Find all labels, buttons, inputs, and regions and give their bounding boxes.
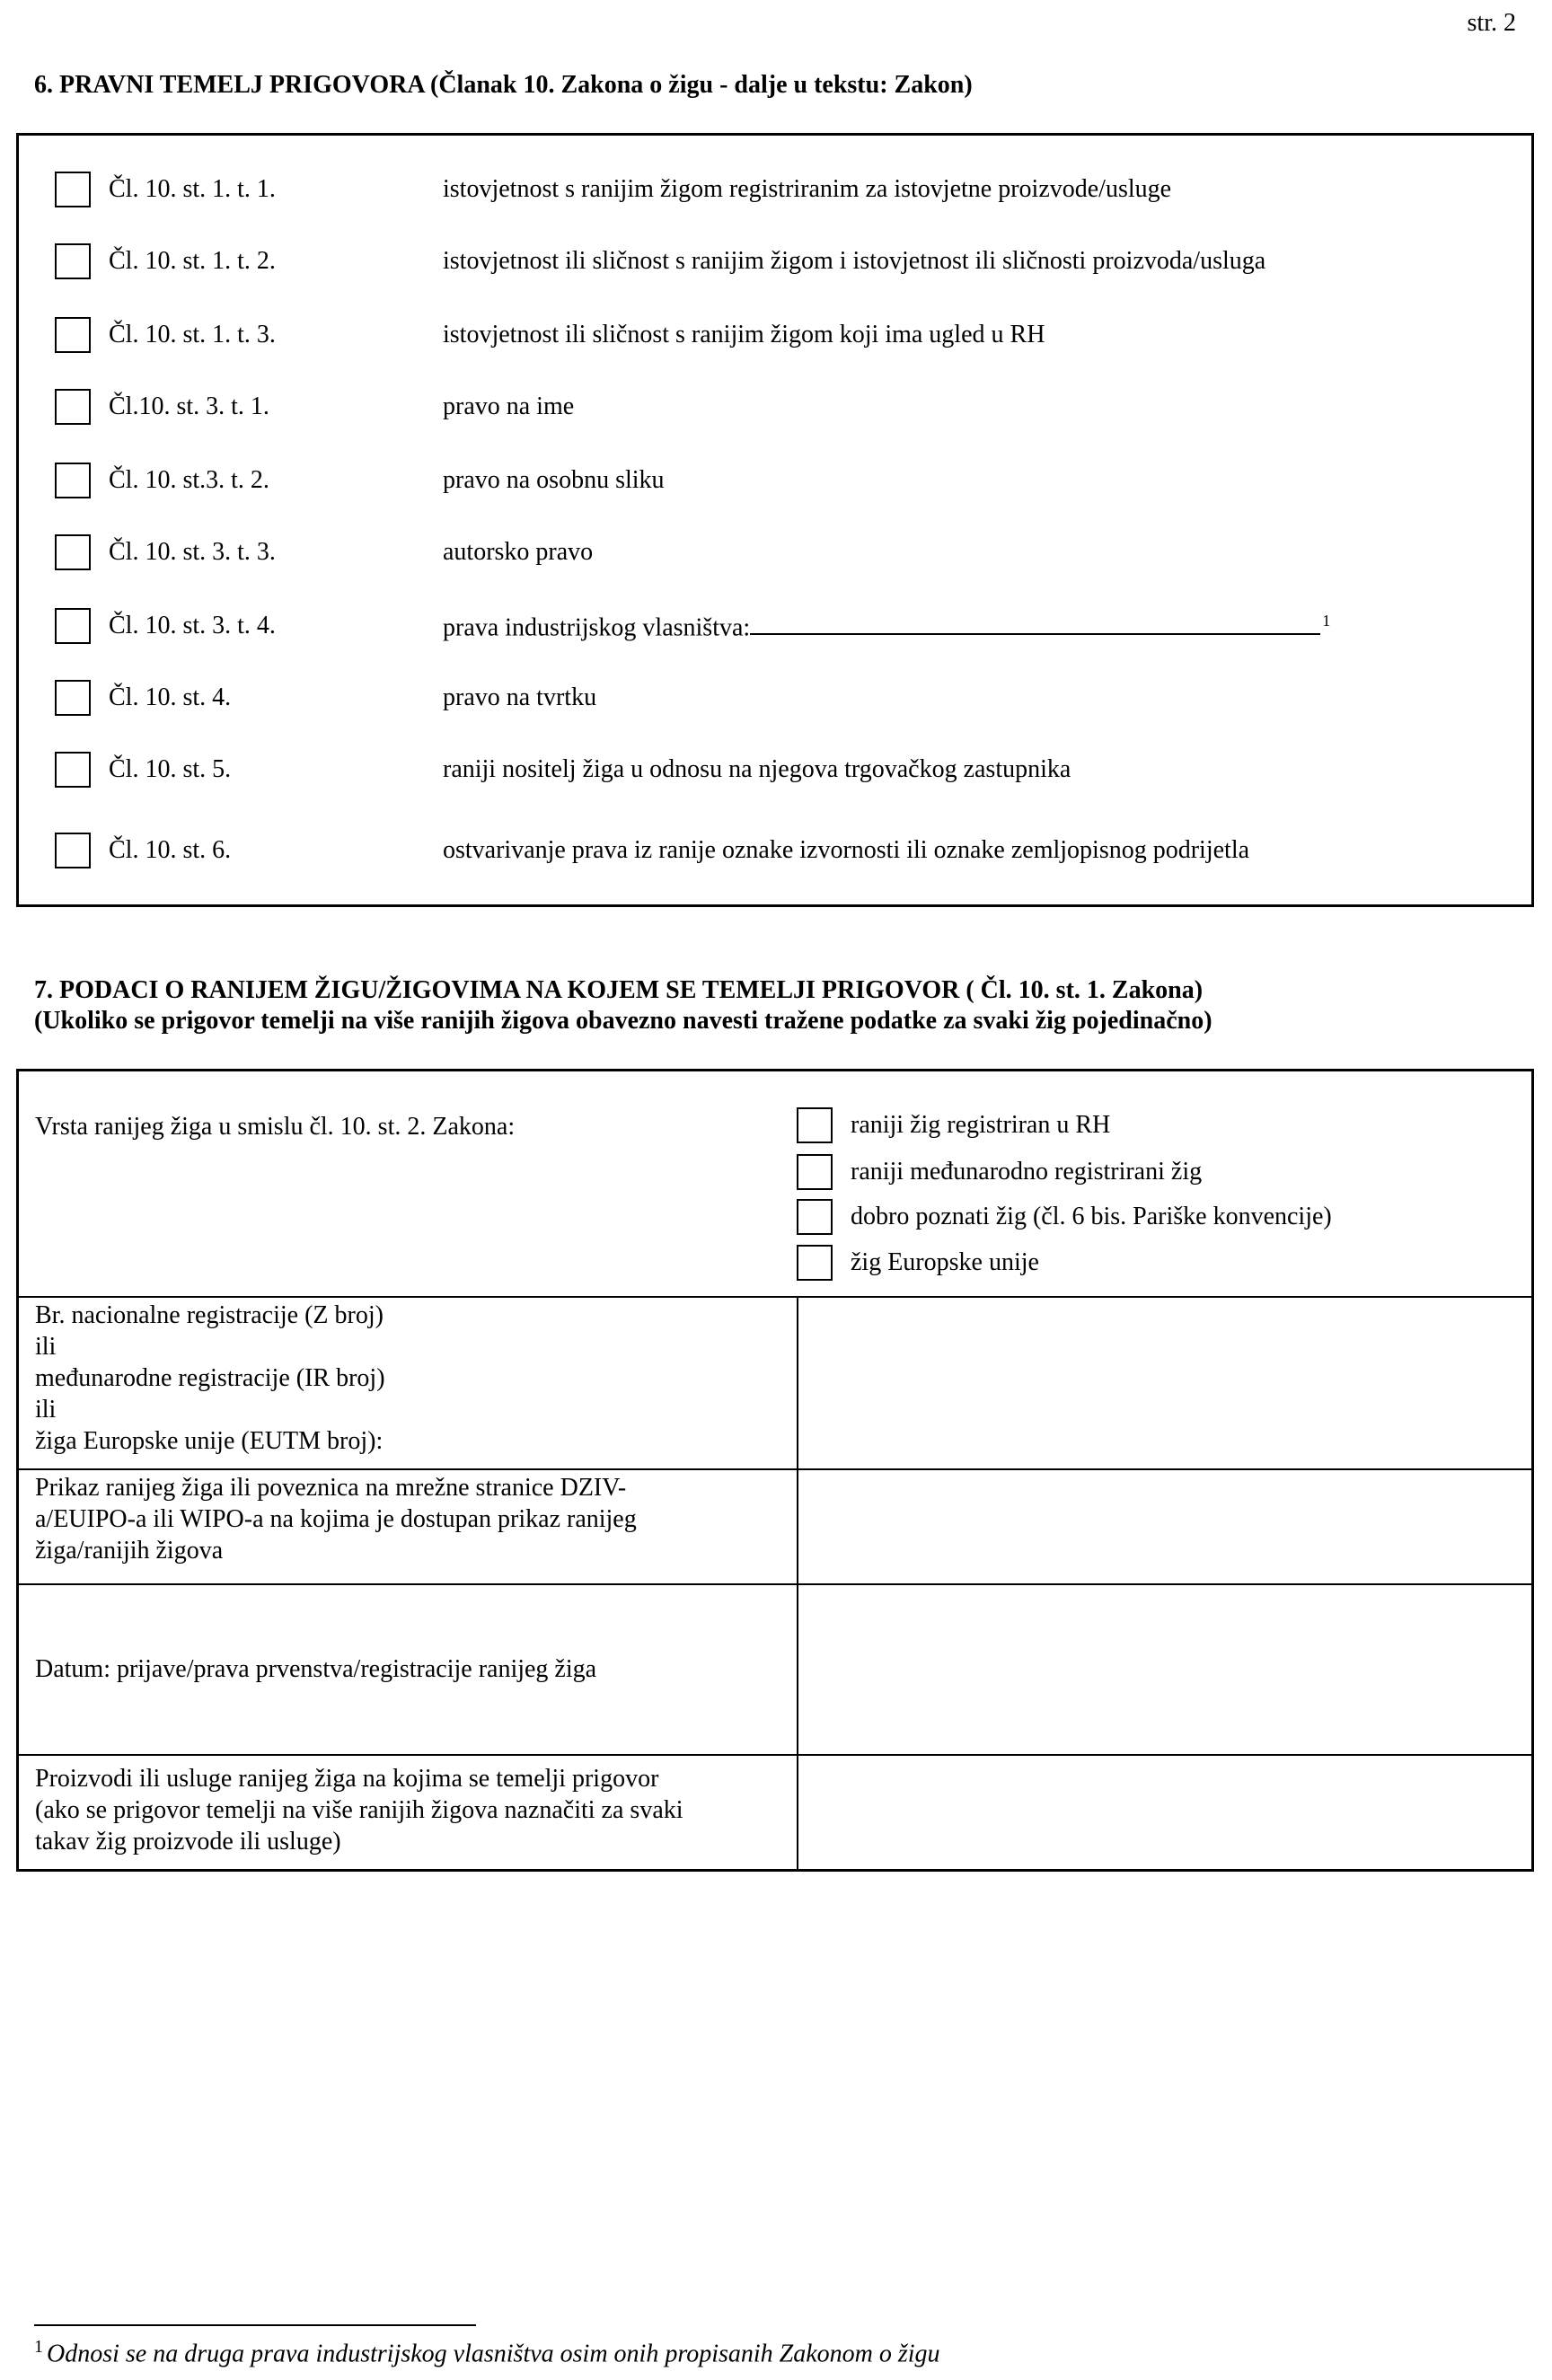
registration-number-label (35, 1300, 385, 1457)
footnote-text: Odnosi se na druga prava industrijskog vlasništva osim onih propisanih Zakonom o žigu (47, 2340, 940, 2368)
trademark-type-option-label: dobro poznati žig (čl. 6 bis. Pariške konvencije) (851, 1203, 1332, 1230)
ground-description: pravo na ime (443, 392, 575, 420)
article-reference: Čl. 10. st. 6. (109, 836, 232, 864)
trademark-display-field[interactable] (800, 1472, 1530, 1580)
legal-ground-row (19, 678, 1531, 718)
legal-ground-row (19, 242, 1531, 281)
trademark-type-checkbox[interactable] (797, 1245, 833, 1281)
article-reference: Čl. 10. st. 3. t. 4. (109, 612, 276, 639)
ground-description: pravo na osobnu sliku (443, 466, 665, 494)
article-reference: Čl. 10. st. 1. t. 3. (109, 321, 276, 348)
footnote-reference: 1 (1322, 612, 1331, 630)
ground-description: ostvarivanje prava iz ranije oznake izvornosti ili oznake zemljopisnog podrijetla (443, 836, 1250, 864)
section-7-title: 7. PODACI O RANIJEM ŽIGU/ŽIGOVIMA NA KOJEM SE TEMELJI PRIGOVOR ( Čl. 10. st. 1. Zakona) (34, 976, 1204, 1004)
label-line: ili (35, 1396, 57, 1424)
table-divider (19, 1468, 1531, 1470)
goods-services-label (35, 1763, 683, 1857)
filing-date-label: Datum: prijave/prava prvenstva/registracije ranijeg žiga (35, 1655, 597, 1683)
article-reference: Čl. 10. st. 3. t. 3. (109, 538, 276, 566)
legal-ground-checkbox[interactable] (55, 608, 91, 644)
legal-ground-row (19, 606, 1531, 646)
trademark-type-label: Vrsta ranijeg žiga u smislu čl. 10. st. 2. Zakona: (35, 1113, 516, 1141)
footnote-marker: 1 (34, 2337, 43, 2357)
legal-ground-checkbox[interactable] (55, 534, 91, 570)
legal-grounds-box (16, 133, 1534, 907)
label-line: Br. nacionalne registracije (Z broj) (35, 1301, 384, 1329)
legal-ground-row (19, 750, 1531, 789)
legal-ground-checkbox[interactable] (55, 389, 91, 425)
footnote (34, 2337, 940, 2368)
trademark-display-label (35, 1472, 637, 1566)
trademark-type-checkbox[interactable] (797, 1199, 833, 1235)
legal-ground-checkbox[interactable] (55, 172, 91, 207)
trademark-type-option (797, 1245, 1515, 1284)
article-reference: Čl. 10. st. 1. t. 2. (109, 247, 276, 275)
trademark-type-checkbox[interactable] (797, 1154, 833, 1190)
ground-description-text: prava industrijskog vlasništva: (443, 613, 751, 642)
ground-description: pravo na tvrtku (443, 683, 597, 711)
trademark-type-option (797, 1154, 1515, 1194)
ground-description: autorsko pravo (443, 538, 594, 566)
ground-description (443, 612, 1330, 642)
label-line: ili (35, 1333, 57, 1361)
legal-ground-row (19, 461, 1531, 500)
legal-ground-row (19, 831, 1531, 870)
registration-number-field[interactable] (800, 1300, 1530, 1465)
legal-ground-checkbox[interactable] (55, 833, 91, 868)
trademark-type-option (797, 1199, 1515, 1238)
trademark-type-option (797, 1107, 1515, 1147)
article-reference: Čl. 10. st. 5. (109, 755, 232, 783)
industrial-property-blank-field[interactable] (750, 632, 1320, 635)
legal-ground-checkbox[interactable] (55, 752, 91, 788)
label-line: a/EUIPO-a ili WIPO-a na kojima je dostupan prikaz ranijeg (35, 1505, 637, 1533)
section-6-title: 6. PRAVNI TEMELJ PRIGOVORA (Članak 10. Zakona o žigu - dalje u tekstu: Zakon) (34, 71, 973, 99)
table-divider (19, 1296, 1531, 1298)
label-line: međunarodne registracije (IR broj) (35, 1364, 385, 1392)
article-reference: Čl. 10. st. 1. t. 1. (109, 175, 276, 203)
legal-ground-checkbox[interactable] (55, 680, 91, 716)
table-divider (19, 1583, 1531, 1585)
goods-services-field[interactable] (800, 1758, 1530, 1869)
earlier-trademark-table (16, 1069, 1534, 1872)
footnote-separator (34, 2324, 476, 2326)
page-number: str. 2 (1467, 9, 1516, 37)
label-line: (ako se prigovor temelji na više ranijih žigova naznačiti za svaki (35, 1796, 683, 1824)
label-line: Proizvodi ili usluge ranijeg žiga na kojima se temelji prigovor (35, 1765, 659, 1793)
article-reference: Čl. 10. st. 4. (109, 683, 232, 711)
article-reference: Čl.10. st. 3. t. 1. (109, 392, 269, 420)
filing-date-field[interactable] (800, 1587, 1530, 1750)
label-line: žiga Europske unije (EUTM broj): (35, 1427, 384, 1455)
trademark-type-option-label: raniji žig registriran u RH (851, 1111, 1111, 1139)
ground-description: istovjetnost ili sličnost s ranijim žigom i istovjetnost ili sličnosti proizvoda/usluga (443, 247, 1266, 275)
table-column-divider (797, 1296, 798, 1872)
label-line: Prikaz ranijeg žiga ili poveznica na mrežne stranice DZIV- (35, 1474, 627, 1502)
ground-description: raniji nositelj žiga u odnosu na njegova trgovačkog zastupnika (443, 755, 1071, 783)
article-reference: Čl. 10. st.3. t. 2. (109, 466, 269, 494)
trademark-type-checkbox[interactable] (797, 1107, 833, 1143)
ground-description: istovjetnost ili sličnost s ranijim žigom koji ima ugled u RH (443, 321, 1045, 348)
legal-ground-row (19, 387, 1531, 427)
legal-ground-checkbox[interactable] (55, 317, 91, 353)
legal-ground-checkbox[interactable] (55, 463, 91, 498)
table-divider (19, 1754, 1531, 1756)
label-line: takav žig proizvode ili usluge) (35, 1828, 341, 1856)
ground-description: istovjetnost s ranijim žigom registriranim za istovjetne proizvode/usluge (443, 175, 1172, 203)
trademark-type-option-label: žig Europske unije (851, 1248, 1039, 1276)
trademark-type-option-label: raniji međunarodno registrirani žig (851, 1158, 1203, 1186)
legal-ground-row (19, 533, 1531, 572)
legal-ground-checkbox[interactable] (55, 243, 91, 279)
label-line: žiga/ranijih žigova (35, 1537, 224, 1565)
legal-ground-row (19, 315, 1531, 355)
legal-ground-row (19, 170, 1531, 209)
section-7-note: (Ukoliko se prigovor temelji na više ranijih žigova obavezno navesti tražene podatke za svaki žig pojedinačno) (34, 1007, 1212, 1035)
